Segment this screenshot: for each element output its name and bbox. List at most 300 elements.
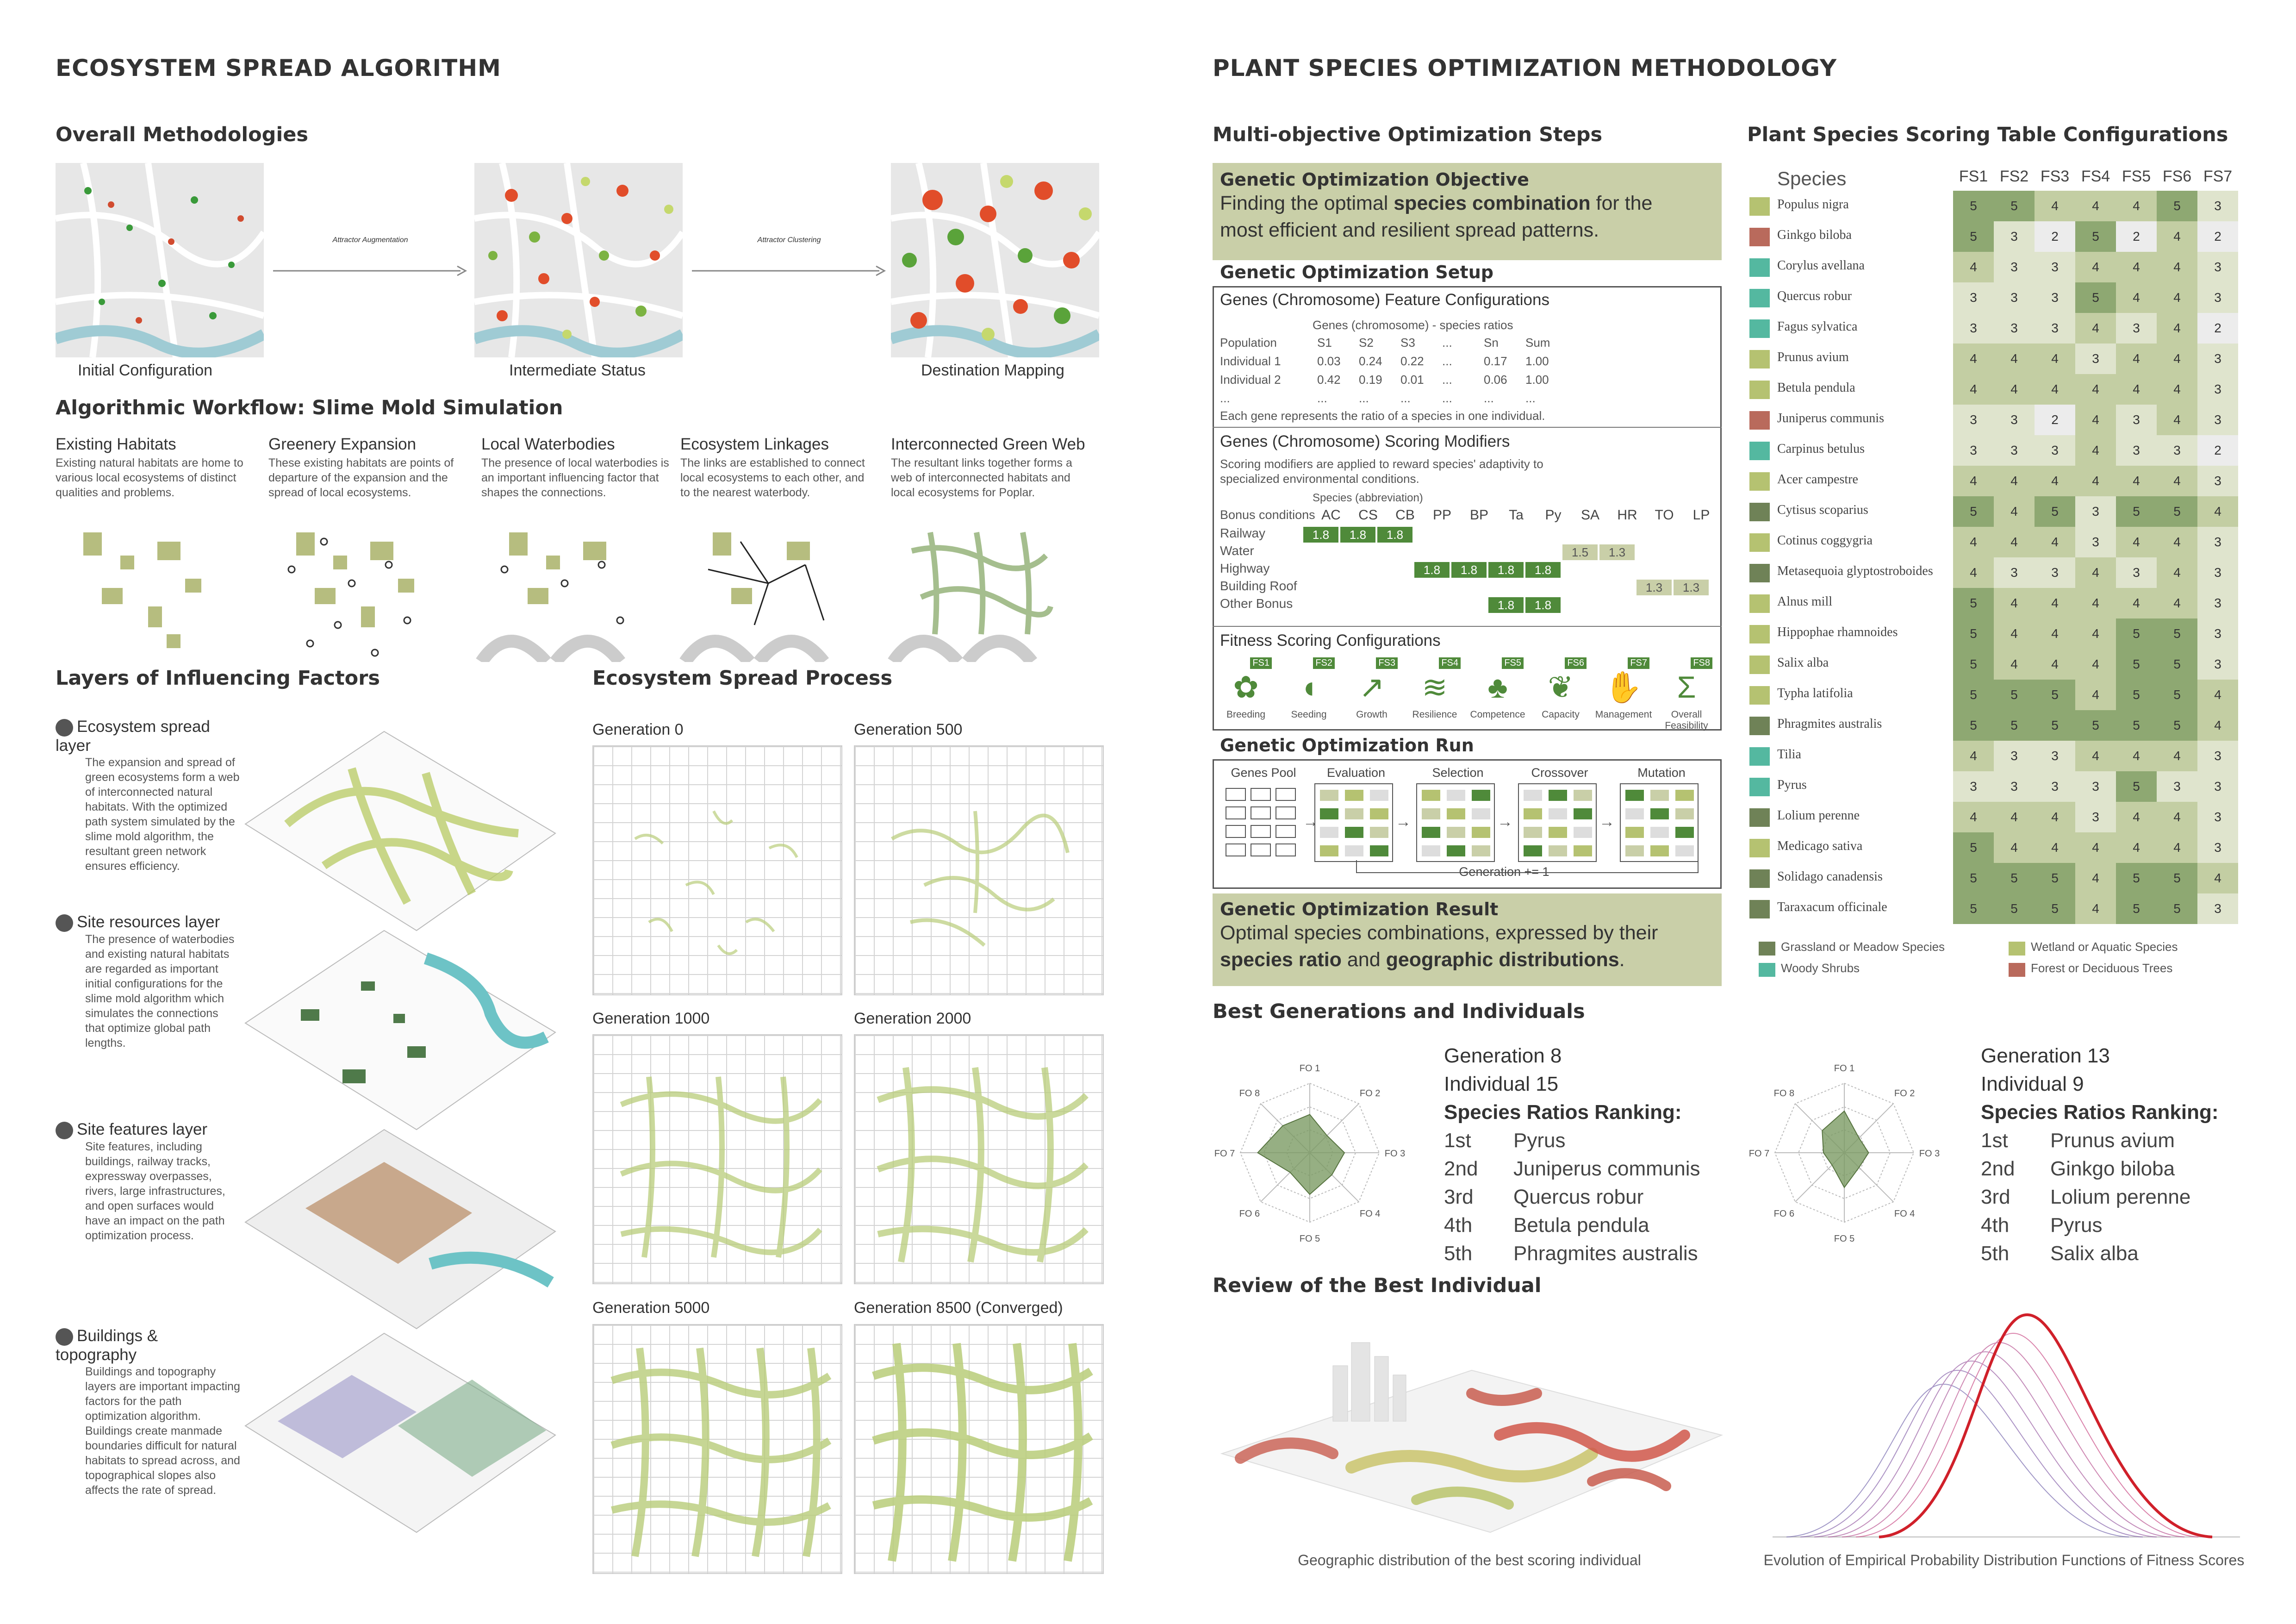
geographic-distribution-illustration xyxy=(1213,1315,1726,1546)
genes-col: Population xyxy=(1220,336,1277,350)
layers-heading: Layers of Influencing Factors xyxy=(56,667,380,690)
gen-0-grid xyxy=(592,745,842,995)
score-cell: 5 xyxy=(2035,680,2075,710)
gene-cell xyxy=(1523,789,1543,802)
objective-text-c: for the xyxy=(1590,192,1653,214)
score-cell: 4 xyxy=(2116,741,2157,771)
species-name: Quercus robur xyxy=(1777,289,1852,303)
iso-layer-features xyxy=(245,1130,555,1329)
bonus-condition: Highway xyxy=(1220,561,1270,575)
run-stage-label: Genes Pool xyxy=(1231,766,1296,780)
objective-text-b: species combination xyxy=(1394,192,1591,214)
score-cell: 5 xyxy=(2157,649,2197,680)
sigma-icon: Σ xyxy=(1677,670,1696,704)
score-cell: 3 xyxy=(2197,405,2238,435)
score-cell: 3 xyxy=(1994,741,2035,771)
species-category-swatch xyxy=(1749,656,1770,674)
gen-8500-network xyxy=(855,1325,1105,1575)
score-cell: 3 xyxy=(2075,771,2116,802)
layer-buildings-topography xyxy=(56,1327,241,1498)
genes-cell: 0.03 xyxy=(1317,354,1341,368)
score-cell: 4 xyxy=(2116,374,2157,405)
species-name: Fagus sylvatica xyxy=(1777,319,1858,334)
legend-label: Wetland or Aquatic Species xyxy=(2031,940,2178,954)
map-intermediate-image xyxy=(474,163,683,357)
bonus-cell: 1.8 xyxy=(1488,562,1524,578)
score-cell: 3 xyxy=(2197,618,2238,649)
genes-cell: 0.17 xyxy=(1484,354,1507,368)
flower-icon: ✿ xyxy=(1233,670,1259,704)
gen-1000-grid xyxy=(592,1034,842,1284)
score-cell: 3 xyxy=(2197,374,2238,405)
generation-loop-label: Generation += 1 xyxy=(1459,865,1549,879)
score-cell: 5 xyxy=(2116,649,2157,680)
gene-cell xyxy=(1276,825,1296,838)
score-cell: 4 xyxy=(2035,802,2075,832)
genes-col: S2 xyxy=(1359,336,1374,350)
score-cell: 5 xyxy=(2035,710,2075,741)
gen-label: Generation 8500 (Converged) xyxy=(854,1299,1063,1317)
score-cell: 4 xyxy=(2157,374,2197,405)
gene-cell xyxy=(1369,844,1389,857)
ranking-row xyxy=(1981,1239,2259,1268)
result-text-end: . xyxy=(1619,949,1625,971)
score-cell: 4 xyxy=(2035,344,2075,374)
greenery-expansion-diagram xyxy=(288,532,414,656)
score-cell: 5 xyxy=(2116,680,2157,710)
genes-col: ... xyxy=(1442,336,1452,350)
score-cell: 3 xyxy=(2075,802,2116,832)
genes-cell: 1.00 xyxy=(1525,373,1549,387)
workflow-step-1 xyxy=(56,435,250,500)
map-initial-image xyxy=(56,163,264,357)
gene-cell xyxy=(1251,788,1271,801)
score-cell: 3 xyxy=(2075,496,2116,527)
gene-cell xyxy=(1471,844,1491,857)
score-table xyxy=(1749,191,2249,931)
species-name: Salix alba xyxy=(1777,656,1829,670)
score-cell: 5 xyxy=(2035,863,2075,893)
genes-cell: Individual 2 xyxy=(1220,373,1281,387)
score-cell: 3 xyxy=(2197,893,2238,924)
score-cell: 3 xyxy=(2116,557,2157,588)
gene-cell xyxy=(1226,825,1246,838)
best-individual-2 xyxy=(1981,1042,2259,1268)
score-cell: 3 xyxy=(1994,313,2035,344)
species-category-swatch xyxy=(1749,747,1770,766)
score-cell: 3 xyxy=(1953,435,1994,466)
genes-cell: 0.06 xyxy=(1484,373,1507,387)
score-cell: 5 xyxy=(1994,680,2035,710)
score-cell: 2 xyxy=(2197,221,2238,252)
score-cell: 5 xyxy=(2157,680,2197,710)
score-cell: 3 xyxy=(2197,832,2238,863)
score-cell: 3 xyxy=(2035,313,2075,344)
species-name: Phragmites australis xyxy=(1777,717,1882,731)
fitness-label: Growth xyxy=(1356,709,1388,720)
hand-icon: ✋ xyxy=(1604,670,1643,704)
species-category-swatch xyxy=(1749,319,1770,338)
ranking-row xyxy=(1981,1211,2259,1239)
rank-ordinal: 4th xyxy=(1981,1214,2010,1237)
map-destination xyxy=(891,163,1099,357)
gene-cell xyxy=(1573,844,1593,857)
genes-cell: ... xyxy=(1484,391,1494,405)
score-cell: 4 xyxy=(2197,863,2238,893)
score-cell: 5 xyxy=(1953,649,1994,680)
genes-col: S3 xyxy=(1400,336,1415,350)
species-category-swatch xyxy=(1749,411,1770,430)
result-label: Genetic Optimization Result xyxy=(1220,899,1499,919)
rank-ordinal: 3rd xyxy=(1981,1186,2010,1208)
species-name: Tilia xyxy=(1777,747,1801,762)
gene-cell xyxy=(1674,789,1695,802)
rank-species: Ginkgo biloba xyxy=(2050,1157,2175,1180)
abbr-label: CS xyxy=(1358,507,1378,523)
score-cell: 5 xyxy=(2157,496,2197,527)
workflow-step-title: Ecosystem Linkages xyxy=(680,435,829,453)
species-category-swatch xyxy=(1749,594,1770,613)
species-category-swatch xyxy=(1749,381,1770,399)
score-cell: 5 xyxy=(2157,618,2197,649)
genes-cell: 1.00 xyxy=(1525,354,1549,368)
score-cell: 4 xyxy=(2197,496,2238,527)
legend-swatch xyxy=(1759,942,1775,956)
genes-cell: 0.42 xyxy=(1317,373,1341,387)
score-cell: 4 xyxy=(2035,466,2075,496)
layer-title: Site resources layer xyxy=(77,913,220,931)
score-cell: 3 xyxy=(2157,435,2197,466)
result-text-b: species ratio xyxy=(1220,949,1342,971)
radar-axis-label: FO 2 xyxy=(1359,1088,1381,1099)
genes-note: Each gene represents the ratio of a species in one individual. xyxy=(1220,409,1545,423)
species-name: Acer campestre xyxy=(1777,472,1858,487)
scoring-heading: Plant Species Scoring Table Configurations xyxy=(1747,123,2228,146)
fitness-item xyxy=(1656,657,1717,731)
gene-cell xyxy=(1319,826,1339,839)
arrow-label-augmentation: Attractor Augmentation xyxy=(332,236,408,244)
workflow-step-desc: These existing habitats are points of departure of the expansion and the spread of local ecosystems. xyxy=(268,456,454,499)
ranking-row xyxy=(1981,1155,2259,1183)
gen-8500-grid xyxy=(854,1324,1104,1574)
gen-1000-network xyxy=(593,1035,843,1285)
score-cell: 4 xyxy=(2157,405,2197,435)
score-cell: 4 xyxy=(2075,741,2116,771)
gene-cell xyxy=(1471,789,1491,802)
abbr-label: BP xyxy=(1469,507,1489,523)
gen-label: Generation 5000 xyxy=(592,1299,710,1317)
setup-label: Genetic Optimization Setup xyxy=(1220,262,1493,282)
growth-icon: ↗ xyxy=(1359,670,1385,704)
species-category-swatch xyxy=(1749,717,1770,735)
gen-2000-grid xyxy=(854,1034,1104,1284)
score-cell: 4 xyxy=(2116,466,2157,496)
species-category-swatch xyxy=(1749,472,1770,491)
species-name: Populus nigra xyxy=(1777,197,1849,212)
score-cell: 4 xyxy=(2157,527,2197,557)
result-panel xyxy=(1213,893,1722,986)
species-name: Typha latifolia xyxy=(1777,686,1853,700)
steps-heading: Multi-objective Optimization Steps xyxy=(1213,123,1603,146)
radar-chart-2 xyxy=(1747,1042,1941,1255)
radar-axis-label: FO 6 xyxy=(1773,1209,1795,1219)
score-cell: 4 xyxy=(2197,710,2238,741)
bonus-cell: 1.8 xyxy=(1377,527,1412,543)
genes-cell: ... xyxy=(1525,391,1536,405)
species-category-swatch xyxy=(1749,289,1770,307)
genes-cell: 0.01 xyxy=(1400,373,1424,387)
score-cell: 4 xyxy=(2157,741,2197,771)
score-cell: 3 xyxy=(2197,527,2238,557)
score-headers xyxy=(1953,168,2240,191)
arrow-label-clustering: Attractor Clustering xyxy=(757,236,821,244)
gen-5000-grid xyxy=(592,1324,842,1574)
arrow-right-icon: → xyxy=(1497,813,1513,831)
gene-cell xyxy=(1276,788,1296,801)
run-label: Genetic Optimization Run xyxy=(1220,735,1474,756)
score-cell: 3 xyxy=(1994,405,2035,435)
score-cell: 5 xyxy=(1953,680,1994,710)
score-cell: 5 xyxy=(1953,496,1994,527)
workflow-step-desc: The links are established to connect local ecosystems to each other, and to the nearest waterbody. xyxy=(680,456,865,499)
score-cell: 4 xyxy=(2116,191,2157,221)
genes-cell: ... xyxy=(1220,391,1230,405)
ranking-row xyxy=(1444,1126,1722,1155)
score-header: FS7 xyxy=(2203,168,2233,185)
rank-ordinal: 4th xyxy=(1444,1214,1473,1237)
ranking-label: Species Ratios Ranking: xyxy=(1444,1101,1682,1124)
score-cell: 4 xyxy=(2075,191,2116,221)
gene-cell xyxy=(1369,826,1389,839)
species-name: Cytisus scoparius xyxy=(1777,503,1868,517)
caption-geographic: Geographic distribution of the best scoring individual xyxy=(1298,1552,1641,1568)
species-name: Pyrus xyxy=(1777,778,1807,792)
score-cell: 4 xyxy=(1994,374,2035,405)
workflow-step-desc: The resultant links together forms a web of interconnected habitats and local ecosystems for Poplar. xyxy=(891,456,1072,499)
layer-title: Buildings & topography xyxy=(56,1327,158,1364)
score-cell: 5 xyxy=(1953,893,1994,924)
gene-cell xyxy=(1624,826,1645,839)
rank-species: Phragmites australis xyxy=(1513,1242,1698,1265)
layer-stack-illustration xyxy=(231,718,569,1565)
radar-shape xyxy=(1822,1111,1868,1187)
score-header: FS4 xyxy=(2081,168,2110,185)
species-category-swatch xyxy=(1749,686,1770,705)
bonus-cell: 1.3 xyxy=(1636,580,1672,595)
score-cell: 4 xyxy=(1953,802,1994,832)
score-cell: 5 xyxy=(1953,588,1994,618)
species-name: Corylus avellana xyxy=(1777,258,1865,273)
score-cell: 5 xyxy=(1953,221,1994,252)
run-stage-label: Mutation xyxy=(1637,766,1686,780)
score-cell: 4 xyxy=(2157,344,2197,374)
radar-axis-label: FO 4 xyxy=(1359,1209,1381,1219)
bonus-cell: 1.5 xyxy=(1562,544,1598,560)
species-col-header: Species xyxy=(1777,168,1847,189)
score-cell: 4 xyxy=(2075,557,2116,588)
wind-icon: ≋ xyxy=(1422,670,1448,704)
modifiers-desc: Scoring modifiers are applied to reward species' adaptivity to specialized environmental conditions. xyxy=(1220,457,1543,486)
score-cell: 5 xyxy=(2157,710,2197,741)
score-cell: 4 xyxy=(1994,649,2035,680)
score-cell: 4 xyxy=(2075,374,2116,405)
abbr-label: PP xyxy=(1432,507,1452,523)
gen-label: Generation 1000 xyxy=(592,1010,710,1027)
score-cell: 3 xyxy=(2197,557,2238,588)
score-cell: 5 xyxy=(1994,893,2035,924)
score-cell: 3 xyxy=(2197,466,2238,496)
legend-swatch xyxy=(1759,963,1775,977)
species-name: Cotinus coggygria xyxy=(1777,533,1873,548)
score-cell: 4 xyxy=(2116,527,2157,557)
right-title: PLANT SPECIES OPTIMIZATION METHODOLOGY xyxy=(1213,55,1837,81)
rank-species: Pyrus xyxy=(2050,1214,2103,1237)
score-cell: 3 xyxy=(1953,282,1994,313)
layer-desc: Site features, including buildings, railway tracks, expressway overpasses, rivers, large infrastructures, and open surfaces would have an impact on the path optimization process. xyxy=(85,1140,225,1242)
fitness-label: Resilience xyxy=(1412,709,1457,720)
gene-cell xyxy=(1471,826,1491,839)
run-stage-box xyxy=(1222,783,1300,862)
score-header: FS2 xyxy=(1999,168,2029,185)
radar-axis-label: FO 1 xyxy=(1299,1063,1320,1074)
radar-axis-label: FO 2 xyxy=(1894,1088,1915,1099)
iso-layer-buildings xyxy=(245,1333,555,1532)
species-category-swatch xyxy=(1749,197,1770,216)
species-category-swatch xyxy=(1749,503,1770,521)
pin-icon xyxy=(56,1122,73,1139)
radar-axis-label: FO 8 xyxy=(1239,1088,1260,1099)
species-name: Lolium perenne xyxy=(1777,808,1860,823)
left-title: ECOSYSTEM SPREAD ALGORITHM xyxy=(56,55,501,81)
score-cell: 4 xyxy=(1953,466,1994,496)
gene-cell xyxy=(1226,843,1246,856)
genes-row xyxy=(1220,354,1636,372)
score-cell: 3 xyxy=(2197,649,2238,680)
layer-desc: The presence of waterbodies and existing natural habitats are regarded as important initial configurations for the slime mold algorithm which simulates the connections that optimize global path lengths. xyxy=(85,932,235,1049)
rank-species: Prunus avium xyxy=(2050,1129,2175,1152)
gene-cell xyxy=(1523,844,1543,857)
score-cell: 4 xyxy=(2075,435,2116,466)
radar-axis-label: FO 7 xyxy=(1214,1149,1235,1159)
score-cell: 3 xyxy=(1994,771,2035,802)
score-cell: 4 xyxy=(1994,618,2035,649)
arrow-augmentation xyxy=(273,264,467,278)
score-cell: 4 xyxy=(2075,313,2116,344)
genes-cell: ... xyxy=(1442,373,1452,387)
score-cell: 4 xyxy=(2035,374,2075,405)
layer-desc: Buildings and topography layers are important impacting factors for the path optimization algorithm. Buildings create manmade boundaries difficult for natural habitats to spread across, and topographical slopes also affects the rate of spread. xyxy=(85,1365,240,1497)
abbr-label: Species (abbreviation) xyxy=(1313,492,1423,504)
species-category-swatch xyxy=(1749,228,1770,246)
spread-heading: Ecosystem Spread Process xyxy=(592,667,893,690)
score-cell: 5 xyxy=(1994,863,2035,893)
gene-cell xyxy=(1573,826,1593,839)
caption-initial: Initial Configuration xyxy=(78,362,213,379)
score-cell: 3 xyxy=(1953,405,1994,435)
score-cell: 3 xyxy=(1953,313,1994,344)
bonus-condition: Building Roof xyxy=(1220,579,1297,593)
abbr-label: HR xyxy=(1617,507,1637,523)
fitness-tag: FS2 xyxy=(1313,657,1335,669)
workflow-step-3 xyxy=(481,435,676,500)
arrow-right-icon: → xyxy=(1303,813,1319,831)
radar-axis-label: FO 4 xyxy=(1894,1209,1915,1219)
genes-row xyxy=(1220,372,1636,391)
abbr-row xyxy=(1313,507,1720,524)
gene-cell xyxy=(1251,843,1271,856)
score-cell: 3 xyxy=(2157,771,2197,802)
abbr-label: TO xyxy=(1655,507,1674,523)
local-waterbodies-diagram xyxy=(481,532,623,662)
iso-layer-ecosystem xyxy=(245,731,555,931)
score-cell: 4 xyxy=(2075,405,2116,435)
gene-cell xyxy=(1344,826,1364,839)
legend-swatch xyxy=(2009,942,2025,956)
score-cell: 3 xyxy=(2116,435,2157,466)
tree-icon xyxy=(56,719,73,737)
score-cell: 5 xyxy=(2116,496,2157,527)
score-cell: 5 xyxy=(1953,863,1994,893)
fitness-tag: FS3 xyxy=(1376,657,1398,669)
score-cell: 4 xyxy=(2116,802,2157,832)
seed-icon: ◖ xyxy=(1300,670,1318,704)
gene-cell xyxy=(1446,826,1466,839)
rank-species: Lolium perenne xyxy=(2050,1186,2191,1208)
run-stage-label: Crossover xyxy=(1531,766,1588,780)
score-header: FS1 xyxy=(1959,168,1988,185)
abbr-label: SA xyxy=(1580,507,1600,523)
ranking-list xyxy=(1981,1126,2259,1268)
rank-ordinal: 3rd xyxy=(1444,1186,1474,1208)
gene-cell xyxy=(1674,826,1695,839)
arrow-right-icon: → xyxy=(1599,813,1615,831)
gene-cell xyxy=(1369,807,1389,820)
score-cell: 5 xyxy=(1953,710,1994,741)
run-stage-box xyxy=(1518,783,1597,862)
gene-cell xyxy=(1446,789,1466,802)
objective-text-line2: most efficient and resilient spread patterns. xyxy=(1220,219,1599,241)
score-cell: 4 xyxy=(1953,557,1994,588)
workflow-step-desc: Existing natural habitats are home to various local ecosystems of distinct qualities and problems. xyxy=(56,456,243,499)
gene-cell xyxy=(1649,807,1670,820)
abbr-label: AC xyxy=(1321,507,1341,523)
score-cell: 3 xyxy=(2197,191,2238,221)
arrow-right-icon: → xyxy=(1395,813,1411,831)
ranking-row xyxy=(1444,1155,1722,1183)
species-name: Ginkgo biloba xyxy=(1777,228,1852,242)
score-cell: 4 xyxy=(2075,893,2116,924)
gene-cell xyxy=(1548,826,1568,839)
species-name: Metasequoia glyptostroboides xyxy=(1777,564,1933,578)
fitness-tag: FS1 xyxy=(1250,657,1272,669)
result-text-and: and xyxy=(1341,949,1386,971)
workflow-step-title: Greenery Expansion xyxy=(268,435,417,453)
score-cell: 4 xyxy=(2035,588,2075,618)
fitness-tag: FS7 xyxy=(1628,657,1649,669)
radar-axis-label: FO 5 xyxy=(1834,1234,1855,1244)
score-cell: 3 xyxy=(2116,313,2157,344)
rank-ordinal: 2nd xyxy=(1981,1157,2015,1180)
bonus-cell: 1.3 xyxy=(1674,580,1709,595)
species-category-swatch xyxy=(1749,533,1770,552)
gene-cell xyxy=(1276,843,1296,856)
bonus-condition: Railway xyxy=(1220,526,1266,540)
fitness-item xyxy=(1215,657,1276,727)
rank-species: Quercus robur xyxy=(1513,1186,1644,1208)
score-header: FS6 xyxy=(2162,168,2192,185)
run-stage-box xyxy=(1416,783,1495,862)
gen-label: Generation 500 xyxy=(854,721,963,738)
